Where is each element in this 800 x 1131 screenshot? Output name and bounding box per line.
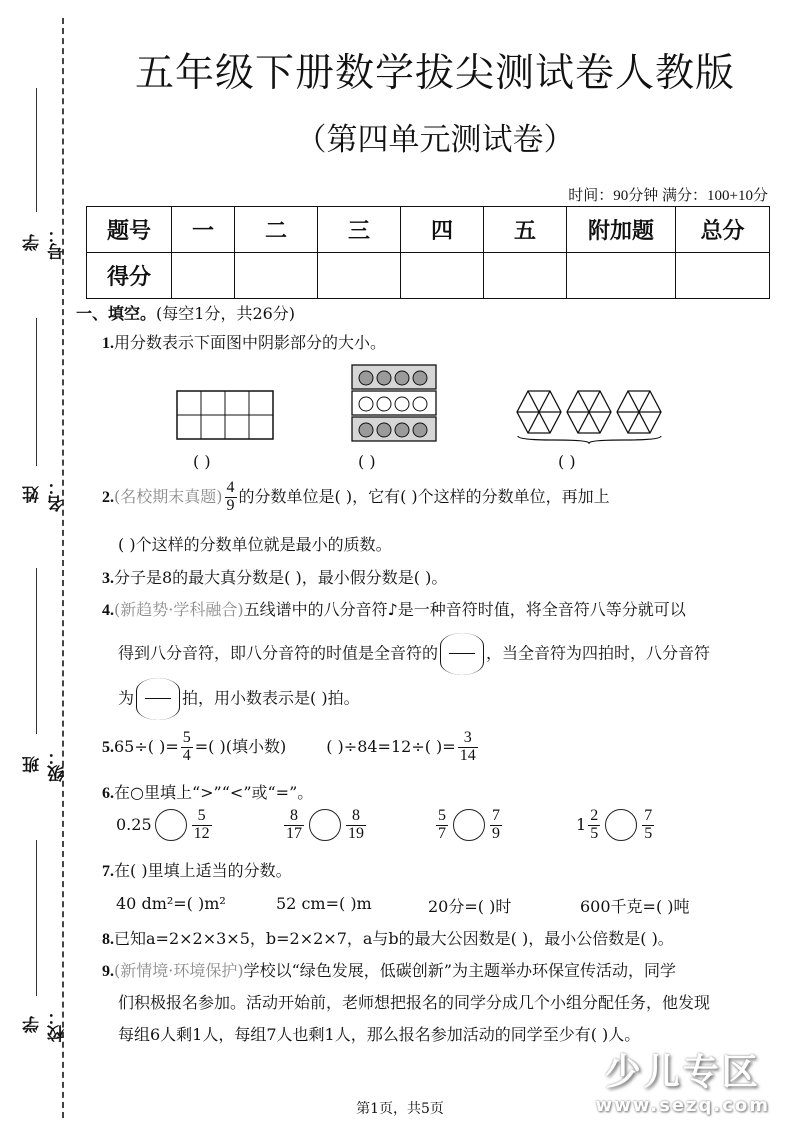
answer-blank[interactable]: ( )	[358, 452, 376, 471]
question-9-line-3: 每组6人剩1人，每组7人也剩1人，那么报名参加活动的同学至少有( )人。	[118, 1025, 641, 1044]
score-cell[interactable]	[172, 253, 235, 299]
compare-circle[interactable]	[155, 809, 187, 841]
conversion-item: 600千克=( )吨	[580, 897, 690, 916]
question-2-line-2: ( )个这样的分数单位就是最小的质数。	[118, 535, 392, 554]
score-cell[interactable]	[401, 253, 484, 299]
score-cell[interactable]	[484, 253, 567, 299]
name-line	[36, 318, 37, 466]
compare-item-a: 0.25 $\frac{5}{12}$	[116, 807, 210, 842]
conversion-item: 40 dm²=( )m²	[116, 894, 226, 913]
question-3	[102, 565, 447, 588]
question-number: 4.	[102, 602, 114, 619]
watermark-url: www.sezq.com	[595, 1095, 770, 1116]
answer-blank[interactable]: ( )	[558, 452, 576, 471]
fraction: $\frac{3}{14}$	[459, 729, 476, 764]
score-table-header-row	[87, 207, 770, 253]
question-4-line-2: 得到八分音符，即八分音符的时值是全音符的 ，当全音符为四拍时，八分音符	[118, 633, 710, 675]
score-cell[interactable]	[567, 253, 676, 299]
conversion-item: 20分=( )时	[428, 897, 512, 916]
question-text: 在( )里填上适当的分数。	[114, 861, 292, 880]
question-9	[102, 958, 676, 981]
page-title: 五年级下册数学拔尖测试卷人教版	[134, 51, 735, 96]
table-cell: 得分	[87, 253, 172, 299]
section-note: (每空1分，共26分)	[156, 304, 296, 323]
question-text: 已知a=2×2×3×5，b=2×2×7，a与b的最大公因数是( )，最小公倍数是( )。	[114, 929, 674, 948]
watermark-main-text: 少儿专区	[604, 1052, 761, 1093]
question-1	[102, 330, 386, 353]
question-text: 在○里填上“>”“<”或“=”。	[114, 783, 314, 802]
time-info: 时间：90分钟 满分：100+10分	[568, 188, 768, 204]
question-number: 6.	[102, 785, 114, 802]
score-cell[interactable]	[676, 253, 770, 299]
question-2	[102, 480, 610, 515]
binding-dashed-line	[62, 18, 64, 1118]
table-cell: 二	[235, 207, 318, 253]
question-tag: (新情境·环境保护)	[114, 961, 244, 980]
conversion-item: 52 cm=( )m	[276, 894, 372, 913]
question-tag: (名校期末真题)	[114, 486, 223, 506]
question-7	[102, 858, 292, 881]
section-title: 一、填空。	[76, 304, 157, 323]
question-4	[102, 597, 686, 620]
page-number: 第1页，共5页	[356, 1101, 444, 1117]
class-line	[36, 568, 37, 734]
question-text: 分子是8的最大真分数是( )，最小假分数是( )。	[114, 568, 448, 587]
compare-circle[interactable]	[605, 809, 637, 841]
question-4-line-3: 为 拍，用小数表示是( )拍。	[118, 678, 360, 720]
question-9-line-2: 们积极报名参加。活动开始前，老师想把报名的同学分成几个小组分配任务，他发现	[118, 993, 711, 1012]
table-cell: 四	[401, 207, 484, 253]
page-subtitle: （第四单元测试卷）	[295, 122, 575, 158]
fraction: $\frac{4}{9}$	[226, 479, 235, 514]
question-5: 5.65÷( )= $\frac{5}{4}$ =( )(填小数) ( )÷84=12÷( )= $\frac{3}{14}$	[102, 729, 476, 764]
score-table-score-row	[87, 253, 770, 299]
compare-item-c: $\frac{5}{7}$ $\frac{7}{9}$	[438, 807, 500, 842]
question-number: 5.	[102, 738, 114, 756]
score-cell[interactable]	[235, 253, 318, 299]
compare-item-b: $\frac{8}{17}$ $\frac{8}{19}$	[286, 807, 364, 842]
fraction-blank[interactable]	[136, 678, 180, 720]
table-cell: 一	[172, 207, 235, 253]
question-number: 2.	[102, 488, 114, 506]
compare-circle[interactable]	[309, 809, 341, 841]
question-number: 8.	[102, 931, 114, 948]
question-number: 9.	[102, 963, 114, 980]
student-id-line	[36, 88, 37, 212]
apple-boxes-figure	[351, 364, 437, 442]
question-number: 1.	[102, 335, 114, 352]
section-heading	[76, 301, 295, 324]
school-line	[36, 840, 37, 996]
question-text: 学校以“绿色发展，低碳创新”为主题举办环保宣传活动，同学	[243, 961, 676, 980]
table-cell: 附加题	[567, 207, 676, 253]
table-cell: 三	[318, 207, 401, 253]
table-cell: 总分	[676, 207, 770, 253]
school-label: 学校：	[23, 1008, 68, 1042]
name-label: 姓名：	[23, 478, 68, 512]
score-table	[86, 206, 770, 299]
question-8	[102, 926, 674, 949]
question-number: 7.	[102, 863, 114, 880]
question-tag: (新趋势·学科融合)	[114, 600, 244, 619]
question-6	[102, 780, 313, 803]
question-text: 用分数表示下面图中阴影部分的大小。	[114, 333, 387, 352]
class-label: 班级：	[23, 748, 68, 782]
question-text: 的分数单位是( )，它有( )个这样的分数单位，再加上	[238, 486, 610, 506]
student-id-label: 学号：	[23, 226, 68, 260]
compare-circle[interactable]	[453, 809, 485, 841]
answer-blank[interactable]: ( )	[193, 452, 211, 471]
compare-item-d: 1 $\frac{2}{5}$ $\frac{7}{5}$	[576, 807, 653, 842]
fraction-blank[interactable]	[440, 633, 484, 675]
question-number: 3.	[102, 570, 114, 587]
question-text: 五线谱中的八分音符♪是一种音符时值，将全音符八等分就可以	[243, 600, 686, 619]
table-cell: 题号	[87, 207, 172, 253]
score-cell[interactable]	[318, 253, 401, 299]
fraction: $\frac{5}{4}$	[182, 729, 191, 764]
hexagons-figure	[514, 388, 670, 444]
grid-figure	[176, 390, 274, 440]
table-cell: 五	[484, 207, 567, 253]
